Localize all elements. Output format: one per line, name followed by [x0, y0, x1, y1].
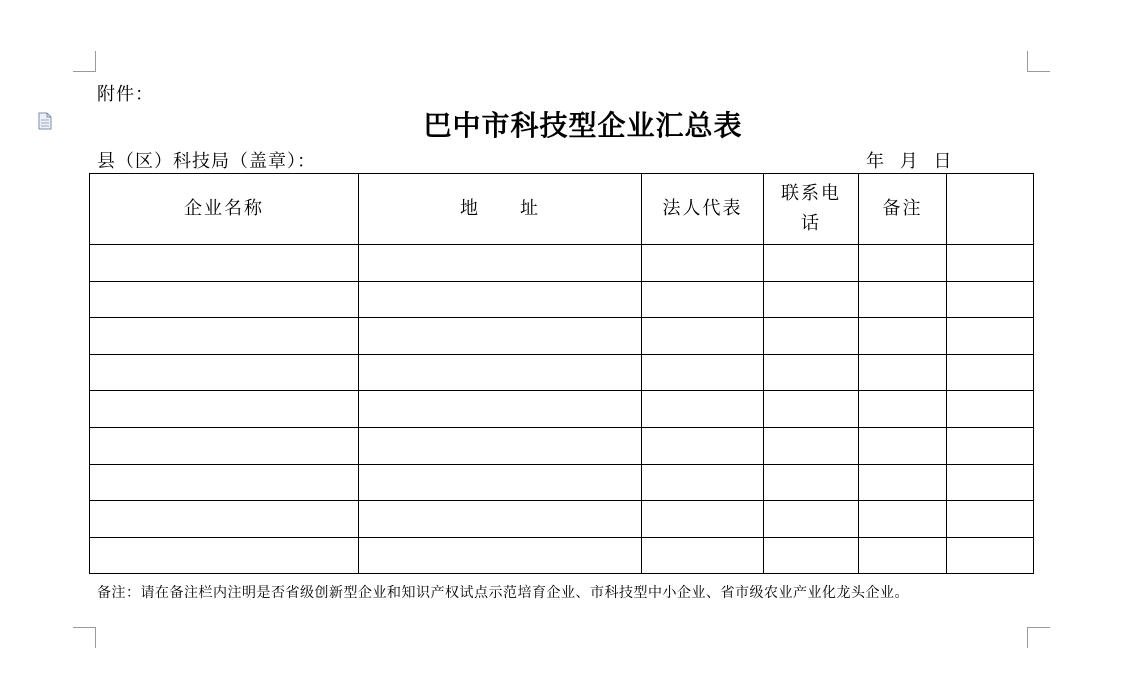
table-cell[interactable] — [764, 537, 859, 574]
table-cell[interactable] — [642, 464, 764, 501]
table-cell[interactable] — [90, 391, 359, 428]
table-cell[interactable] — [947, 318, 1034, 355]
table-row — [90, 245, 1034, 282]
header-enterprise-name: 企业名称 — [90, 174, 359, 245]
table-cell[interactable] — [359, 537, 642, 574]
table-body — [90, 245, 1034, 574]
table-cell[interactable] — [764, 464, 859, 501]
table-cell[interactable] — [764, 318, 859, 355]
table-cell[interactable] — [359, 354, 642, 391]
table-cell[interactable] — [859, 354, 947, 391]
table-cell[interactable] — [764, 354, 859, 391]
table-cell[interactable] — [859, 501, 947, 538]
table-cell[interactable] — [90, 245, 359, 282]
table-row — [90, 391, 1034, 428]
table-cell[interactable] — [642, 318, 764, 355]
table-header-row — [90, 174, 1034, 245]
header-contact-phone: 联系电话 — [764, 174, 859, 245]
table-cell[interactable] — [642, 537, 764, 574]
table-cell[interactable] — [947, 281, 1034, 318]
table-cell[interactable] — [947, 464, 1034, 501]
table-cell[interactable] — [859, 318, 947, 355]
table-cell[interactable] — [90, 464, 359, 501]
table-cell[interactable] — [859, 464, 947, 501]
crop-mark-top-right — [1027, 51, 1050, 72]
table-cell[interactable] — [859, 427, 947, 464]
table-row — [90, 354, 1034, 391]
table-row — [90, 464, 1034, 501]
header-remarks: 备注 — [859, 174, 947, 245]
table-cell[interactable] — [359, 464, 642, 501]
table-cell[interactable] — [859, 245, 947, 282]
table-cell[interactable] — [859, 391, 947, 428]
table-cell[interactable] — [947, 245, 1034, 282]
table-cell[interactable] — [947, 537, 1034, 574]
table-row — [90, 318, 1034, 355]
table-cell[interactable] — [90, 427, 359, 464]
table-cell[interactable] — [359, 501, 642, 538]
table-cell[interactable] — [859, 281, 947, 318]
table-cell[interactable] — [642, 427, 764, 464]
table-cell[interactable] — [90, 281, 359, 318]
table-row — [90, 537, 1034, 574]
table-cell[interactable] — [359, 245, 642, 282]
table-cell[interactable] — [764, 391, 859, 428]
table-cell[interactable] — [947, 427, 1034, 464]
table-cell[interactable] — [947, 501, 1034, 538]
table-row — [90, 281, 1034, 318]
attachment-label: 附件： — [97, 84, 154, 105]
table-cell[interactable] — [642, 281, 764, 318]
table-cell[interactable] — [642, 354, 764, 391]
table-row — [90, 501, 1034, 538]
footnote: 备注：请在备注栏内注明是否省级创新型企业和知识产权试点示范培育企业、市科技型中小企业、省市级农业产业化龙头企业。 — [97, 585, 909, 601]
organization-stamp-line: 县（区）科技局（盖章）： — [97, 151, 316, 172]
table-cell[interactable] — [90, 501, 359, 538]
crop-mark-top-left — [73, 51, 96, 72]
header-legal-representative: 法人代表 — [642, 174, 764, 245]
table-cell[interactable] — [764, 245, 859, 282]
table-cell[interactable] — [359, 281, 642, 318]
crop-mark-bottom-right — [1027, 627, 1050, 648]
table-cell[interactable] — [642, 245, 764, 282]
header-blank — [947, 174, 1034, 245]
table-cell[interactable] — [947, 391, 1034, 428]
table-cell[interactable] — [642, 501, 764, 538]
table-cell[interactable] — [764, 281, 859, 318]
table-cell[interactable] — [859, 537, 947, 574]
enterprise-summary-table — [89, 173, 1034, 574]
crop-mark-bottom-left — [73, 627, 96, 648]
table-cell[interactable] — [359, 391, 642, 428]
header-address: 地 址 — [359, 174, 642, 245]
table-cell[interactable] — [90, 537, 359, 574]
table-cell[interactable] — [764, 427, 859, 464]
document-title: 巴中市科技型企业汇总表 — [423, 109, 743, 142]
table-cell[interactable] — [764, 501, 859, 538]
table-cell[interactable] — [90, 318, 359, 355]
table-cell[interactable] — [947, 354, 1034, 391]
date-line: 年 月 日 — [866, 151, 954, 172]
table-cell[interactable] — [90, 354, 359, 391]
table-cell[interactable] — [359, 427, 642, 464]
table-cell[interactable] — [642, 391, 764, 428]
table-row — [90, 427, 1034, 464]
table-cell[interactable] — [359, 318, 642, 355]
